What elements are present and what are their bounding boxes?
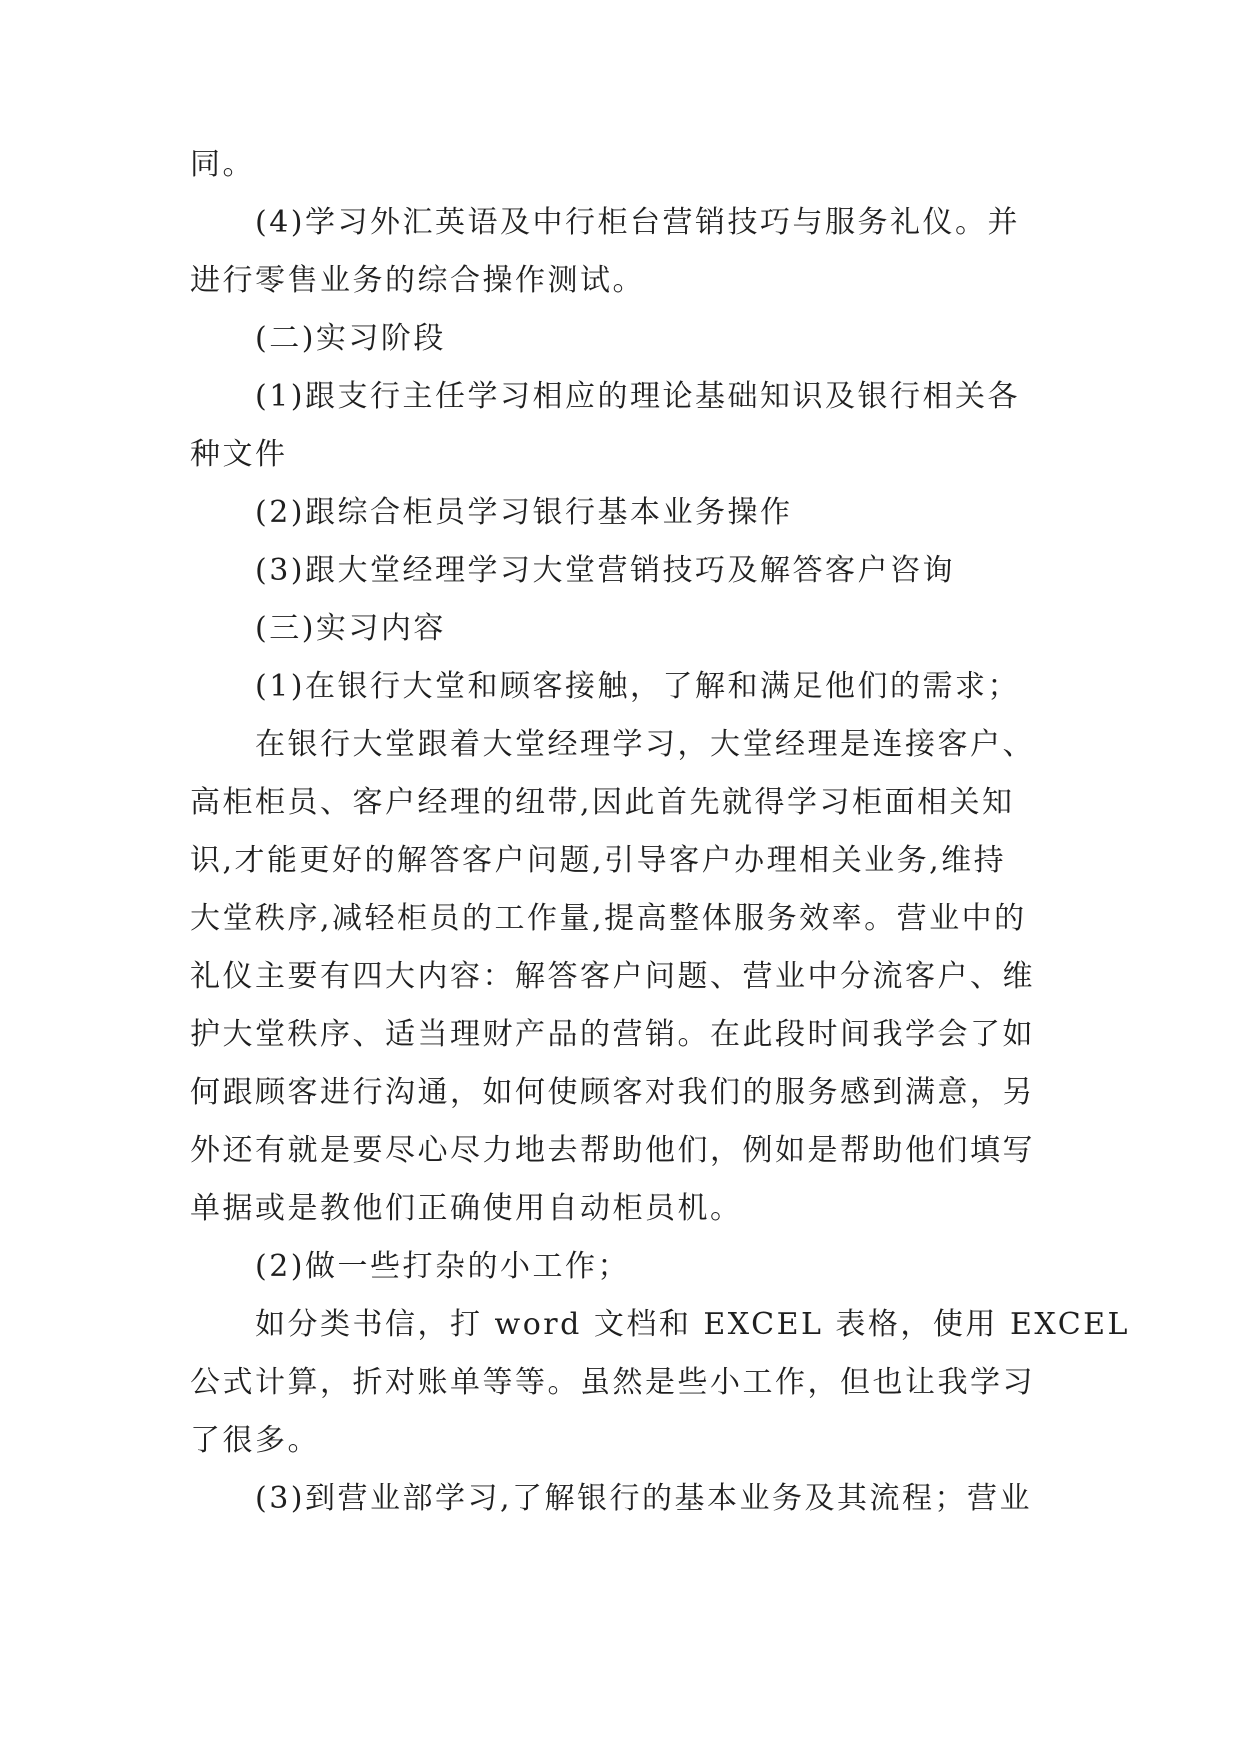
text-line: (4)学习外汇英语及中行柜台营销技巧与服务礼仪。并 — [255, 205, 1020, 240]
text-line: (2)做一些打杂的小工作； — [255, 1249, 630, 1284]
text-line: 种文件 — [190, 437, 288, 472]
text-line: (3)跟大堂经理学习大堂营销技巧及解答客户咨询 — [255, 553, 955, 588]
text-line: 何跟顾客进行沟通，如何使顾客对我们的服务感到满意，另 — [190, 1075, 1035, 1110]
text-line: (1)在银行大堂和顾客接触，了解和满足他们的需求； — [255, 669, 1020, 704]
text-line: (二)实习阶段 — [255, 321, 446, 356]
text-line: 公式计算，折对账单等等。虽然是些小工作，但也让我学习 — [190, 1365, 1035, 1400]
text-line: 在银行大堂跟着大堂经理学习，大堂经理是连接客户、 — [255, 727, 1035, 762]
text-line: 如分类书信，打 word 文档和 EXCEL 表格，使用 EXCEL — [255, 1307, 1130, 1342]
text-line: 外还有就是要尽心尽力地去帮助他们，例如是帮助他们填写 — [190, 1133, 1035, 1168]
text-line: 护大堂秩序、适当理财产品的营销。在此段时间我学会了如 — [190, 1017, 1035, 1052]
text-line: (3)到营业部学习,了解银行的基本业务及其流程；营业 — [255, 1481, 1033, 1516]
text-line: (2)跟综合柜员学习银行基本业务操作 — [255, 495, 793, 530]
text-line: 礼仪主要有四大内容：解答客户问题、营业中分流客户、维 — [190, 959, 1035, 994]
text-line: 进行零售业务的综合操作测试。 — [190, 263, 645, 298]
text-line: 了很多。 — [190, 1423, 320, 1458]
text-line: 识,才能更好的解答客户问题,引导客户办理相关业务,维持 — [190, 843, 1007, 878]
text-line: (1)跟支行主任学习相应的理论基础知识及银行相关各 — [255, 379, 1020, 414]
text-line: 高柜柜员、客户经理的纽带,因此首先就得学习柜面相关知 — [190, 785, 1015, 820]
text-line: 单据或是教他们正确使用自动柜员机。 — [190, 1191, 743, 1226]
text-line: 大堂秩序,减轻柜员的工作量,提高整体服务效率。营业中的 — [190, 901, 1027, 936]
text-line: 同。 — [190, 147, 255, 182]
text-line: (三)实习内容 — [255, 611, 446, 646]
